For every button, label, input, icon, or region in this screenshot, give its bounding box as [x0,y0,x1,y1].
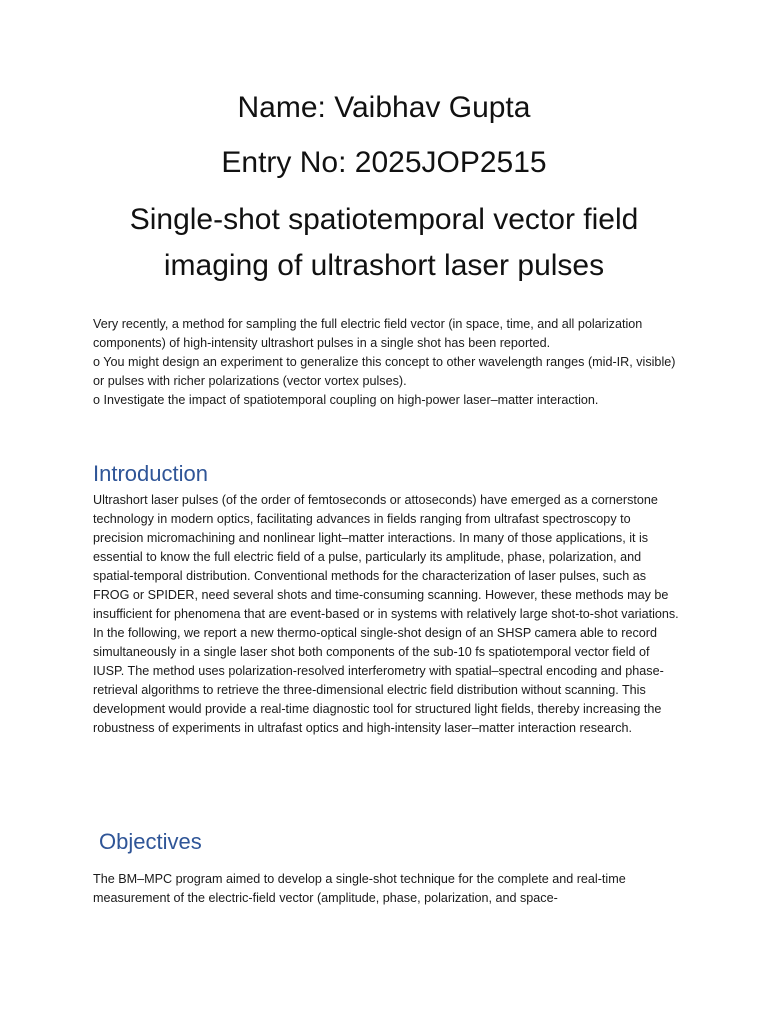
prompt-paragraph: Very recently, a method for sampling the full electric field vector (in space, time, and all polarization components) of high-intensity ultrashort pulses in a single shot has been reported. [93,317,643,350]
introduction-paragraph: Ultrashort laser pulses (of the order of femtoseconds or attoseconds) have emerged as a cornerstone technology in modern optics, facilitating advances in fields ranging from ultrafast spectroscopy to precision micromachining and nonlinear light–matter interactions. In many of those applications, it is essential to know the full electric field of a pulse, particularly its amplitude, phase, polarization, and spatial-temporal distribution. Conventional methods for the characterization of laser pulses, such as FROG or SPIDER, need several shots and time-consuming scanning. However, these methods may be insufficient for phenomena that are event-based or in systems with relatively large shot-to-shot variations. [93,493,679,621]
author-name: Name: Vaibhav Gupta [237,91,531,124]
objectives-text-block [93,870,683,908]
prompt-bullet: o You might design an experiment to generalize this concept to other wavelength ranges (mid-IR, visible) or pulses with richer polarizations (vector vortex pulses). [93,355,676,388]
prompt-bullet: o Investigate the impact of spatiotemporal coupling on high-power laser–matter interaction. [93,393,599,407]
introduction-paragraph: In the following, we report a new thermo-optical single-shot design of an SHSP camera able to record simultaneously in a single laser shot both components of the sub-10 fs spatiotemporal vector field of IUSP. The method uses polarization-resolved interferometry with spatial–spectral encoding and phase-retrieval algorithms to retrieve the three-dimensional electric field distribution without scanning. This development would provide a real-time diagnostic tool for structured light fields, thereby increasing the robustness of experiments in ultrafast optics and high-intensity laser–matter interaction research. [93,626,664,735]
objectives-heading: Objectives [99,829,202,854]
document-title: Single-shot spatiotemporal vector field imaging of ultrashort laser pulses [129,203,639,282]
introduction-heading: Introduction [93,461,208,486]
prompt-text-block [93,315,683,410]
objectives-paragraph: The BM–MPC program aimed to develop a single-shot technique for the complete and real-time measurement of the electric-field vector (amplitude, phase, polarization, and space- [93,872,626,905]
entry-number: Entry No: 2025JOP2515 [221,146,547,179]
introduction-text-block [93,491,683,738]
